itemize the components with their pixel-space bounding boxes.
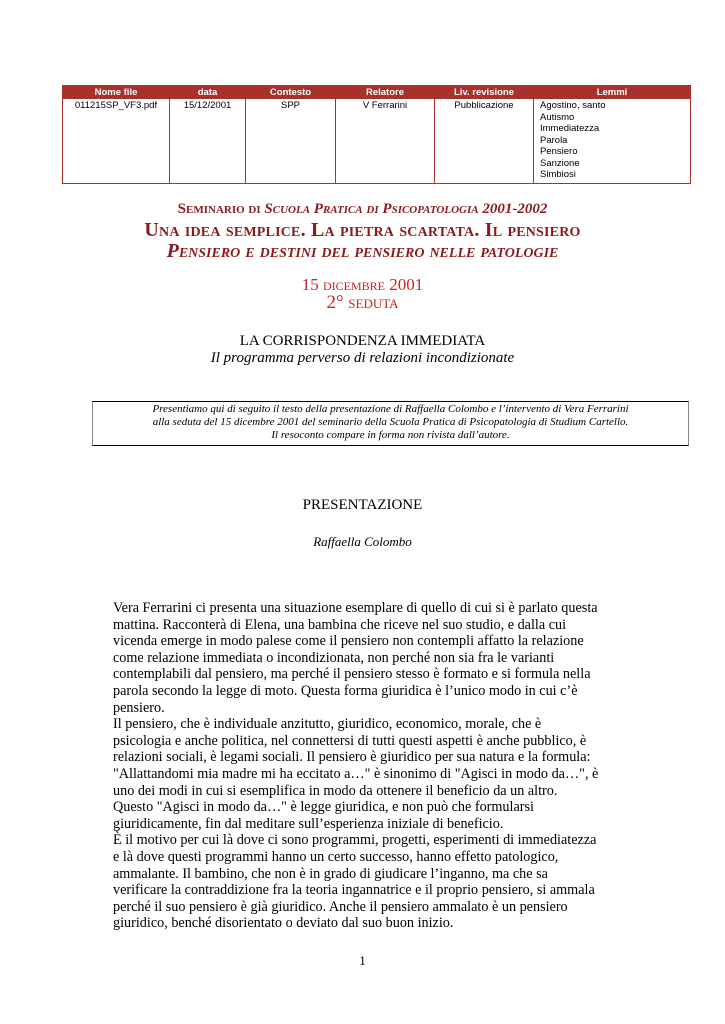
document-metadata-table <box>62 85 691 184</box>
lemma-item: Agostino, santo <box>540 100 606 111</box>
body-line: relazioni sociali, è legami sociali. Il pensiero è giuridico per sua natura e la formula: <box>113 749 591 766</box>
header-contesto: Contesto <box>246 86 336 99</box>
header-lemmi: Lemmi <box>534 86 691 99</box>
body-line: parola secondo la legge di moto. Questa forma giuridica è l’unico modo in cui c’è <box>113 682 578 699</box>
intro-note-line: Presentiamo qui di seguito il testo della presentazione di Raffaella Colombo e l’intervento di Vera Ferrarini <box>152 403 629 415</box>
body-line: vicenda emerge in modo palese come il pensiero non contempli affatto la relazione <box>113 633 584 650</box>
intro-note-line: Il resoconto compare in forma non rivista dall’autore. <box>271 429 510 441</box>
body-line: contemplabili dal pensiero, ma perché il pensiero stesso è formato e si formula nella <box>113 666 591 683</box>
body-line: mattina. Racconterà di Elena, una bambina che riceve nel suo studio, e dalla cui <box>113 616 567 633</box>
lemma-item: Pensiero <box>540 146 578 157</box>
lemma-item: Simbiosi <box>540 169 576 180</box>
body-line: psicologia e anche politica, nel connettersi di tutti questi aspetti è anche pubblico, è <box>113 732 587 749</box>
body-line: verificare la contraddizione fra la teoria ingannatrice e il proprio pensiero, si ammala <box>113 882 595 899</box>
section-title: LA CORRISPONDENZA IMMEDIATA <box>239 333 486 349</box>
header-data: data <box>170 86 246 99</box>
metadata-header-row <box>63 86 691 99</box>
intro-note-box <box>92 401 689 446</box>
lemma-item: Sanzione <box>540 157 580 169</box>
body-line: Il pensiero, che è individuale anzitutto, giuridico, economico, morale, che è <box>113 716 542 733</box>
body-line: come relazione immediata o incondizionata, non perché non sia fra le varianti <box>113 649 555 666</box>
main-subtitle: Pensiero e destini del pensiero nelle patologie <box>166 240 559 262</box>
main-title: Una idea semplice. La pietra scartata. Il pensiero <box>144 219 581 241</box>
metadata-row <box>63 99 691 184</box>
seminario-name: Scuola Pratica di Psicopatologia 2001-2002 <box>264 201 548 217</box>
body-line: uno dei modi in cui si esemplifica in modo da ottenere il beneficio da un altro. <box>113 782 558 799</box>
body-line: ammalante. Il bambino, che non è in grado di giudicare l’inganno, ma che sa <box>113 865 548 882</box>
presentazione-author: Raffaella Colombo <box>313 534 412 549</box>
body-line: Questo "Agisci in modo da…" è legge giuridica, e non può che formularsi <box>113 799 534 816</box>
cell-lemmi <box>534 99 691 184</box>
body-text <box>113 600 633 932</box>
body-line: giuridicamente, fin dal meditare sull’esperienza iniziale di beneficio. <box>113 815 504 832</box>
body-line: pensiero. <box>113 699 165 716</box>
lemma-item: Immediatezza <box>540 123 600 134</box>
presentazione-heading: PRESENTAZIONE <box>302 497 423 513</box>
body-line: "Allattandomi mia madre mi ha eccitato a…" è sinonimo di "Agisci in modo da…", è <box>113 765 599 782</box>
seminario-prefix: Seminario di <box>177 201 265 217</box>
cell-relatore: V Ferrarini <box>336 99 435 184</box>
cell-livello-revisione: Pubblicazione <box>435 99 534 184</box>
lemma-item: Autismo <box>540 111 575 123</box>
body-line: perché il suo pensiero è già giuridico. Anche il pensiero ammalato è un pensiero <box>113 898 568 915</box>
cell-nome-file: 011215SP_VF3.pdf <box>63 99 170 184</box>
body-line: giuridico, benché disorientato o deviato dal suo buon inizio. <box>113 915 454 932</box>
body-line: Vera Ferrarini ci presenta una situazione esemplare di quello di cui si è parlato questa <box>113 600 598 616</box>
cell-contesto: SPP <box>246 99 336 184</box>
session-date: 15 dicembre 2001 <box>301 275 424 294</box>
seminario-heading <box>0 201 725 218</box>
session-number: 2° seduta <box>326 292 399 313</box>
cell-data: 15/12/2001 <box>170 99 246 184</box>
body-line: e là dove questi programmi hanno un certo successo, hanno effetto patologico, <box>113 848 559 865</box>
page-number: 1 <box>359 953 366 968</box>
lemma-item: Parola <box>540 134 568 146</box>
section-subtitle: Il programma perverso di relazioni incondizionate <box>210 350 515 366</box>
header-livello-revisione: Liv. revisione <box>435 86 534 99</box>
header-nome-file: Nome file <box>63 86 170 99</box>
intro-note-line: alla seduta del 15 dicembre 2001 del seminario della Scuola Pratica di Psicopatologia di Studium Cartello. <box>152 416 629 428</box>
header-relatore: Relatore <box>336 86 435 99</box>
body-line: È il motivo per cui là dove ci sono programmi, progetti, esperimenti di immediatezza <box>113 832 597 849</box>
